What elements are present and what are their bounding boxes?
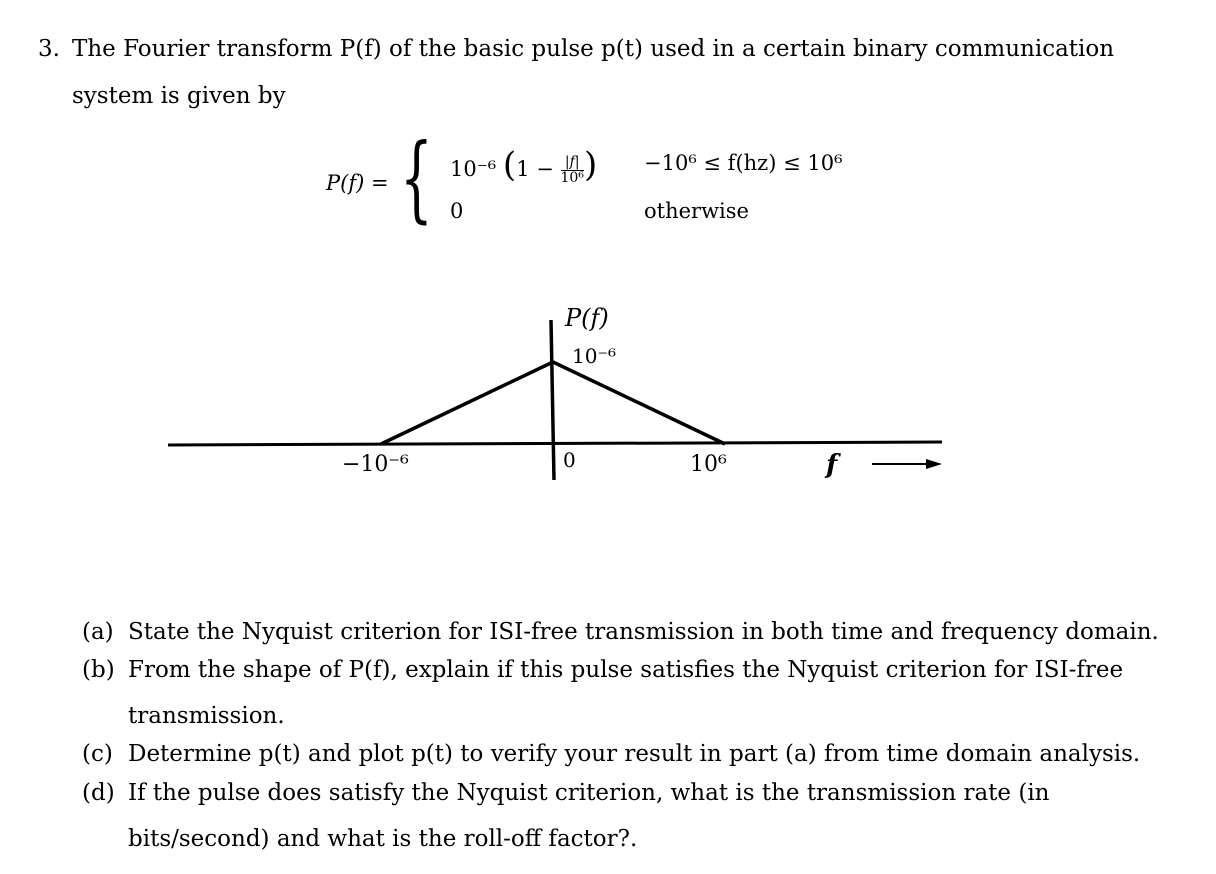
case1-condition: −10⁶ ≤ f(hz) ≤ 10⁶ <box>644 151 843 175</box>
fraction-denominator: 10⁶ <box>560 170 584 186</box>
part-a-text: State the Nyquist criterion for ISI-free transmission in both time and frequency domain. <box>128 619 1159 645</box>
triangle-right-edge <box>553 362 725 444</box>
part-c-text: Determine p(t) and plot p(t) to verify your result in part (a) from time domain analysis. <box>128 741 1141 767</box>
spectrum-figure <box>0 290 1216 500</box>
part-b-label: (b) <box>82 657 115 683</box>
part-d-text-continued: bits/second) and what is the roll-off factor?. <box>128 826 638 852</box>
part-a-label: (a) <box>82 619 114 645</box>
problem-number: 3. <box>38 36 60 62</box>
case1-fraction <box>561 155 584 185</box>
left-brace-icon: { <box>400 124 433 233</box>
amplitude-axis <box>551 320 554 480</box>
part-c-label: (c) <box>82 741 113 767</box>
case1-expression <box>450 145 598 186</box>
problem-intro-line2: system is given by <box>72 83 286 109</box>
arrow-right-icon <box>926 459 942 469</box>
part-d-text: If the pulse does satisfy the Nyquist criterion, what is the transmission rate (in <box>128 780 1050 806</box>
right-tick-label: 10⁶ <box>690 452 727 477</box>
triangle-left-edge <box>381 362 553 444</box>
left-tick-label: −10⁻⁶ <box>342 452 409 477</box>
fraction-numerator: |f| <box>561 155 584 171</box>
problem-intro-line1: The Fourier transform P(f) of the basic pulse p(t) used in a certain binary communication <box>72 36 1115 62</box>
figure-xlabel: f <box>826 450 838 480</box>
case1-one-minus: 1 − <box>516 157 554 181</box>
equation-lhs: P(f) = <box>326 171 389 195</box>
left-paren-icon: ( <box>502 145 517 185</box>
peak-label: 10⁻⁶ <box>572 344 617 368</box>
case2-expression: 0 <box>450 199 464 223</box>
part-d-label: (d) <box>82 780 115 806</box>
part-b-text-continued: transmission. <box>128 703 285 729</box>
case1-coefficient: 10⁻⁶ <box>450 157 497 181</box>
case2-condition: otherwise <box>644 199 749 223</box>
origin-tick-label: 0 <box>563 448 576 472</box>
part-b-text: From the shape of P(f), explain if this pulse satisfies the Nyquist criterion for ISI-free <box>128 657 1124 683</box>
figure-ylabel: P(f) <box>565 304 609 332</box>
right-paren-icon: ) <box>583 145 598 185</box>
